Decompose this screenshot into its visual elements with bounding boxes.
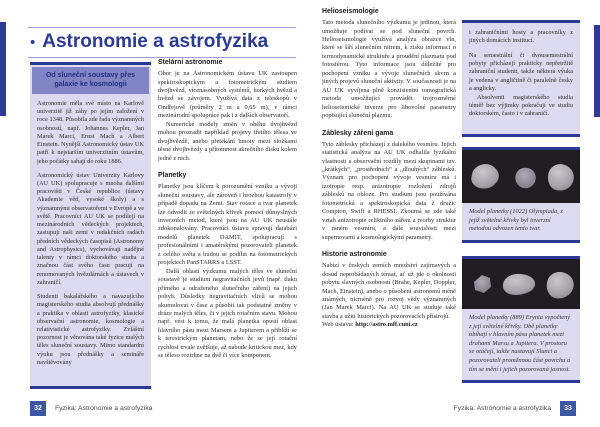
body-paragraph: Tyto záblesky přicházejí z dalekého vesmíru. Jejich statistická analýza na AU UK odhalila fyzikální vlastnosti a observační rozdíly mezi skupinami tzv. „krátkých“, „prostředních“ a „dlouhých“ záblesků. Význam pro pochopení vývoje vesmíru má i izotropie resp. anizotropie rozložení zdrojů záblesků na obloze. Pro studium jsou používána fotometrická a spektroskopická data z družic Compton, Swift a RHESSI. Zkoumá se zde také vztah anizotropie reliktního záření a tvorby struktur v raném vesmíru, a dále souvislosti mezi supernovami a kosmologickými parametry. — [322, 140, 456, 241]
bullet-icon: • — [30, 33, 36, 51]
body-paragraph: Tato metoda slunečního výzkumu je jedinou, která umožňuje podívat se pod sluneční povrch. Helioseismologie využívá analýzu obrazce vln, které se šíří slunečním nitrem, k zisku informací o termodynamické struktuře a proudění plazmatu pod fotosférou. Tyto informace jsou důležité pro pochopení vzniku a vývoje slunečních skvrn a jiných projevů sluneční aktivity. V současnosti je na AU UK vyvíjena plně konzistentní tomografická metoda umožňující provádět trojrozměrné helioseismické inverze pro libovolné parametry popisující sluneční plazmu. — [322, 19, 456, 120]
right-page-side-column — [462, 20, 580, 383]
left-page-text-column — [158, 58, 297, 400]
body-paragraph: Nabízí v českých zemích množství zajímavých a dosud neprobádaných témat, ať už jde o okolnosti pobytu slavných osobností (Brahe, Kepler, Doppler, Mach, Einstein), anebo o působení astronomů méně známých, nicméně pro rozvoj vědy významných (Jan Marek Marci). Na AU UK se studuje také stavba a užití historických pozorovacích přístrojů. — [322, 262, 456, 320]
sidebar-paragraph: Astronomie měla své místo na Karlově univerzitě již záhy po jejím založení v roce 1348. Působila zde řada významných osobností, např. Johannes Kepler, Jan Marek Marci, Ernst Mach a Albert Einstein. Nynější Astronomický ústav UK patří k nejstarším univerzitním ústavům, jeho počátky sahají do roku 1886. — [37, 99, 144, 165]
chapter-title-area — [28, 27, 296, 58]
body-paragraph: Planetky jsou klíčem k porozumění vzniku a vývoji sluneční soustavy, ale zároveň i hrozbou katastrofy v případě dopadu na Zemi. Stav rotace a tvar planetek lze odvodit ze světelných křivek pomocí důmyslných inverzních metod, které jsou na AU UK neustále zdokonalovány. Pracovníci ústavu spravují databázi modelů planetek DAMIT, spolupracují s profesionálními i amatérskými pozorovateli planetek z celého světa a budou se podílet na fotometrických projektech PanSTARRS a LSST. — [158, 183, 297, 267]
page-title: Astronomie a astrofyzika — [42, 31, 269, 52]
sidebar-paragraph: Studenti bakalářského a navazujícího magisterského studia absolvují přednášky a praktika v oblasti astrofyziky, klasické observační astronomie, kosmologie a relativistické astrofyziky. Zvláštní pozornost je věnována také fyzice malých těles sluneční soustavy. Mimo standardní výuku jsou přednášky a semináře navštěvovány — [37, 293, 144, 366]
institute-url[interactable]: http://astro.mff.cuni.cz — [355, 321, 418, 329]
left-edge-accent-bar — [0, 22, 6, 116]
page-number-badge: 33 — [560, 401, 576, 416]
figure-asteroid-erynia — [462, 256, 580, 383]
sidebar-paragraph: Na semestrální či dvousemestrální pobyty přicházejí prakticky nepřetržitě zahraniční studenti, takže některá výuka je vedena v angličtině či paralelně česky a anglicky. — [469, 51, 573, 93]
right-page-text-column — [322, 7, 456, 397]
sidebar-paragraph: Absolventi magisterského studia téměř bez výjimky pokračují ve studiu doktorském, často i v zahraničí. — [469, 93, 573, 118]
figure-caption: Model planetky (1022) Olympiada, z jejíž světelné křivky byl inverzní metodou odvozen tento tvar. — [469, 208, 563, 233]
body-paragraph: Numerické modely změn v oběhu dvojhvězd mohou prozradit například projevy třetího tělesa ve dvojhvězdě, anebo přetékání hmoty mezi složkami těsné dvojhvězdy a přítomnost akrečního disku kolem jedné z nich. — [158, 120, 297, 162]
asteroid-model-image — [462, 259, 580, 309]
right-page-footer — [454, 401, 576, 416]
right-edge-accent-bar — [594, 25, 600, 117]
page-number-badge: 32 — [30, 401, 46, 416]
left-page-footer — [30, 401, 152, 416]
figure-asteroid-olympiada — [462, 147, 580, 243]
body-paragraph: Obor je na Astronomickém ústavu UK zastoupen spektroskopickým a fotometrickým studiem dvojhvězd, vícenásobných systémů, horkých hvězd a hvězd se závojem. Využívá data z teleskopů v Ondřejově (průměry 2 m a 0,65 m), v rámci mezinárodní spolupráce pak i z dalších observatoří. — [158, 70, 297, 120]
sidebar-paragraph: Astronomický ústav Univerzity Karlovy (AU UK) spolupracuje s mnoha dalšími pracovišti v České republice (ústavy Akademie věd, vysoké školy) a s významnými observatořemi v Evropě a ve světě. Pracovníci AU UK se podílejí na mezinárodních vědeckých projektech, zastupují naši zemi v redakčních radách předních vědeckých časopisů (Astronomy and Astrophysics), vychovávají nadějné talenty v rámci doktorského studia a značnou část svého času pracují na renomovaných hvězdárnách a ústavech v zahraničí. — [37, 171, 144, 286]
body-paragraph: Další oblastí výzkumu malých těles ve sluneční soustavě je studium negravitačních jevů (např. tlaku přímého a odraženého slunečního záření) na jejich pohyb. Důsledky negravitačních vlivů se mohou akumulovat v čase a působit tak podstatné změny v dráze malých těles, či v jejich rotačním stavu. Mohou např. vést k tomu, že malá planetka opustí oblast hlavního pásu mezi Marsem a Jupiterem a přiblíží se k terestrickým planetám, nebo že se její rotační rychlost trvale zvětšuje, až nabude kritickou mez, kdy se těleso roztrhne na dvě či více komponent. — [158, 267, 297, 360]
figure-caption: Model planetky (889) Erynia vypočtený z její světelné křivky. Obě planetky obíhají v hlavním pásu planetek mezi drahami Marsu a Jupitera. V prostoru se otáčejí, takže nastavují Slunci a pozorovateli proměnnou část povrchu a tím se mění i jejich pozorovaná jasnost. — [469, 313, 571, 373]
sidebar-box-heading: Od sluneční soustavy přes galaxie ke kosmologii — [32, 67, 149, 94]
web-label: Web ústavu: — [322, 321, 356, 329]
asteroid-model-image — [462, 150, 580, 203]
section-heading-gamma-ray-bursts: Záblesky záření gama — [322, 129, 394, 137]
intro-sidebar-box-continuation — [462, 20, 580, 137]
section-heading-asteroids: Planetky — [158, 172, 187, 180]
sidebar-paragraph: i zahraničními hosty a pracovníky z jiných domácích institucí. — [469, 29, 573, 45]
section-heading-history-of-astronomy: Historie astronomie — [322, 251, 387, 259]
footer-label: Fyzika: Astronomie a astrofyzika — [453, 405, 551, 412]
section-heading-helioseismology: Helioseismologie — [322, 8, 379, 15]
section-heading-stellar-astronomy: Stelární astronomie — [158, 59, 223, 66]
intro-sidebar-box — [30, 62, 151, 389]
institute-web-line — [322, 321, 456, 329]
footer-label: Fyzika: Astronomie a astrofyzika — [55, 405, 153, 412]
